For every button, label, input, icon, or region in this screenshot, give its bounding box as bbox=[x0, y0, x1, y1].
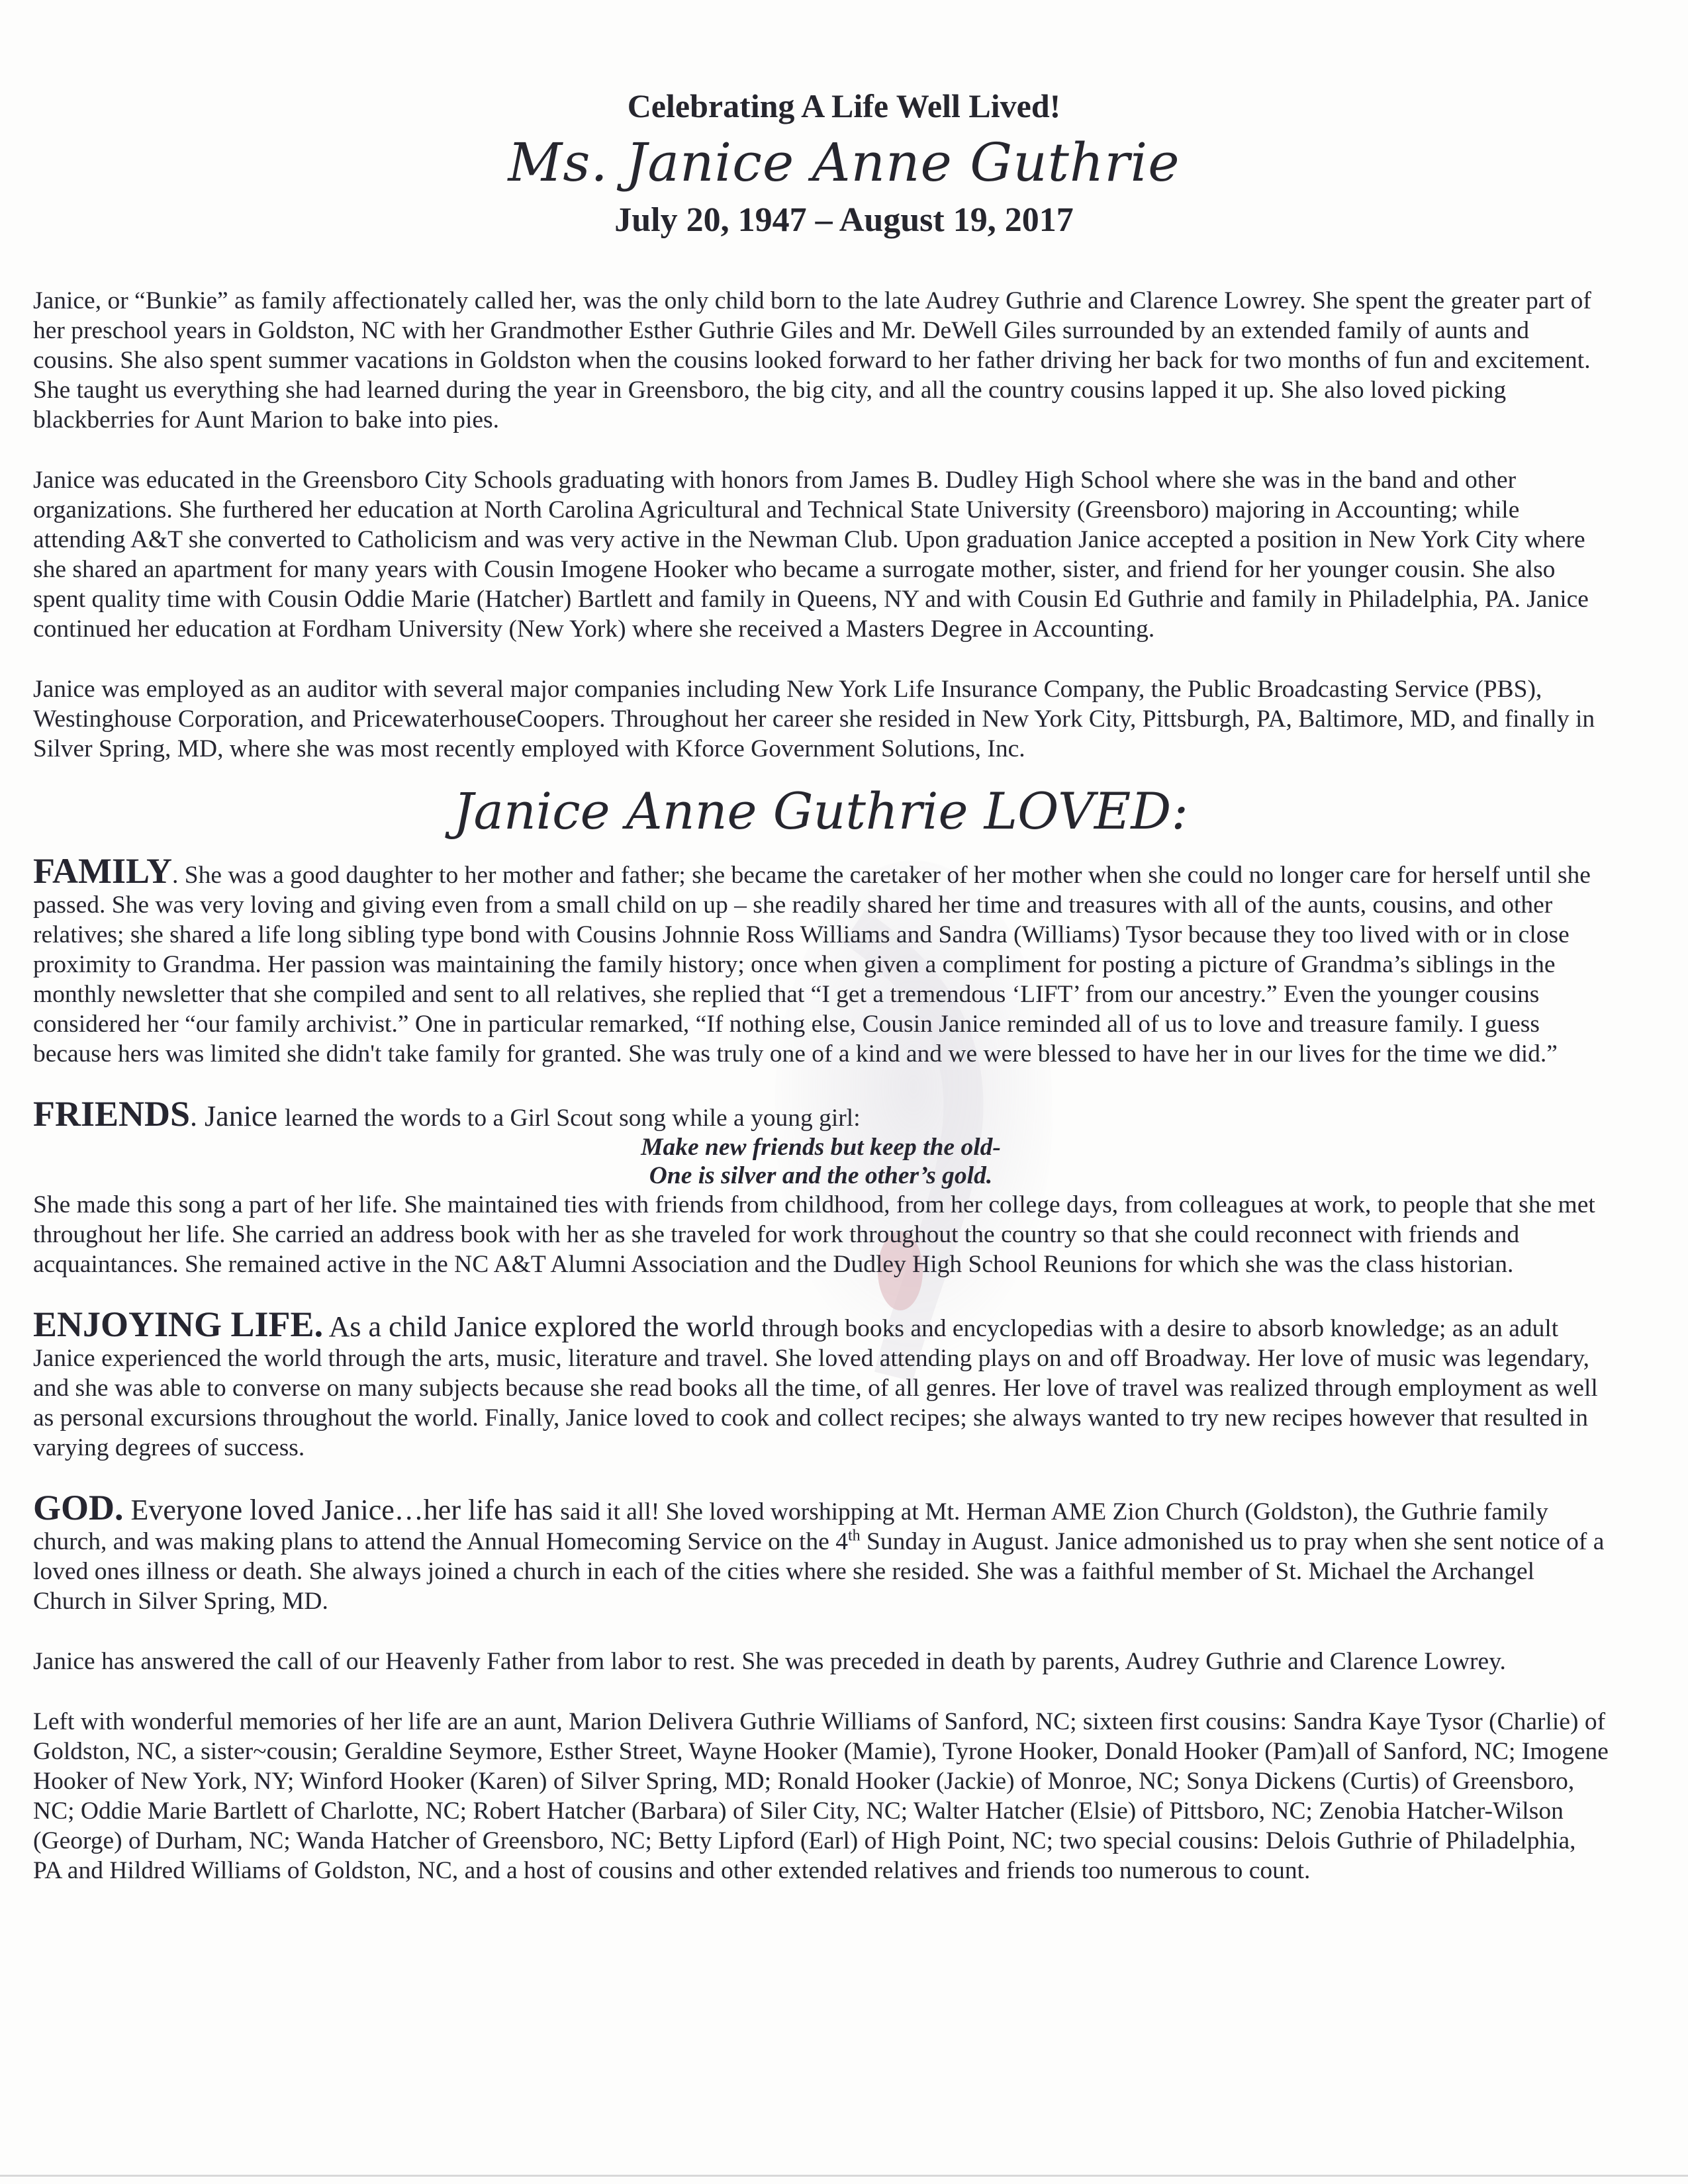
celebrating-heading: Celebrating A Life Well Lived! bbox=[627, 87, 1061, 124]
section-god-lead: Everyone loved Janice…her life has bbox=[123, 1494, 561, 1526]
loved-heading: Janice Anne Guthrie LOVED: bbox=[453, 782, 1188, 841]
section-friends-after: She made this song a part of her life. She maintained ties with friends from childhood, from her college days, from colleagues at work, to people that she met throughout her life. She carried an address book with her as she traveled for work throughout the country so that she could reconnect with friends and acquaintances. She remained active in the NC A&T Alumni Association and the Dudley High School Reunions for which she was the class historian. bbox=[33, 1191, 1595, 1278]
section-friends-lead: . Janice bbox=[190, 1100, 285, 1132]
deceased-name: Ms. Janice Anne Guthrie bbox=[508, 132, 1180, 193]
closing-paragraph-survivors: Left with wonderful memories of her life are an aunt, Marion Delivera Guthrie Williams of Sanford, NC; sixteen first cousins: Sandra Kaye Tysor (Charlie) of Goldston, NC, a sister~cousin; Geraldine Seymore, Esther Street, Wayne Hooker (Mamie), Tyrone Hooker, Donald Hooker (Pam)all of Sanford, NC; Imogene Hooker of New York, NY; Winford Hooker (Karen) of Silver Spring, MD; Ronald Hooker (Jackie) of Monroe, NC; Sonya Dickens (Curtis) of Greensboro, NC; Oddie Marie Bartlett of Charlotte, NC; Robert Hatcher (Barbara) of Siler City, NC; Walter Hatcher (Elsie) of Pittsboro, NC; Zenobia Hatcher-Wilson (George) of Durham, NC; Wanda Hatcher of Greensboro, NC; Betty Lipford (Earl) of High Point, NC; two special cousins: Delois Guthrie of Philadelphia, PA and Hildred Williams of Goldston, NC, and a host of cousins and other extended relatives and friends too numerous to count. bbox=[33, 1708, 1609, 1884]
section-enjoying-lead: As a child Janice explored the world bbox=[323, 1310, 762, 1343]
section-enjoying-heading: ENJOYING LIFE. bbox=[33, 1304, 324, 1344]
section-god-text-2: Sunday in August. Janice admonished us to pray when she sent notice of a loved ones illness or death. She always joined a church in each of the cities where she resided. She was a faithful member of St. Michael the Archangel Church in Silver Spring, MD. bbox=[33, 1528, 1605, 1615]
section-friends-text: learned the words to a Girl Scout song while a young girl: bbox=[284, 1105, 861, 1132]
section-god-ordinal: th bbox=[847, 1527, 861, 1545]
section-family-text: . She was a good daughter to her mother and father; she became the caretaker of her mother when she could no longer care for herself until she passed. She was very loving and giving even from a small child on up – she readily shared her time and treasures with all of the aunts, cousins, and other relatives; she shared a life long sibling type bond with Cousins Johnnie Ross Williams and Sandra (Williams) Tysor because they too lived with or in close proximity to Grandma. Her passion was maintaining the family history; once when given a compliment for posting a picture of Grandma’s siblings in the monthly newsletter that she compiled and sent to all relatives, she replied that “I get a tremendous ‘LIFT’ from our ancestry.” Even the younger cousins considered her “our family archivist.” One in particular remarked, “If nothing else, Cousin Janice reminded all of us to love and treasure family. I guess because hers was limited she didn't take family for granted. She was truly one of a kind and we were blessed to have her in our lives for the time we did.” bbox=[33, 862, 1591, 1068]
bio-paragraph-education: Janice was educated in the Greensboro City Schools graduating with honors from James B. Dudley High School where she was in the band and other organizations. She furthered her education at North Carolina Agricultural and Technical State University (Greensboro) majoring in Accounting; while attending A&T she converted to Catholicism and was very active in the Newman Club. Upon graduation Janice accepted a position in New York City where she shared an apartment for many years with Cousin Imogene Hooker who became a surrogate mother, sister, and friend for her younger cousin. She also spent quality time with Cousin Oddie Marie (Hatcher) Bartlett and family in Queens, NY and with Cousin Ed Guthrie and family in Philadelphia, PA. Janice continued her education at Fordham University (New York) where she received a Masters Degree in Accounting. bbox=[33, 467, 1589, 643]
girl-scout-song bbox=[33, 1133, 1609, 1190]
section-god-heading: GOD. bbox=[33, 1488, 124, 1527]
bio-paragraph-childhood: Janice, or “Bunkie” as family affectionately called her, was the only child born to the late Audrey Guthrie and Clarence Lowrey. She spent the greater part of her preschool years in Goldston, NC with her Grandmother Esther Guthrie Giles and Mr. DeWell Giles surrounded by an extended family of aunts and cousins. She also spent summer vacations in Goldston when the cousins looked forward to her father driving her back for two months of fun and excitement. She taught us everything she had learned during the year in Greensboro, the big city, and all the country cousins lapped it up. She also loved picking blackberries for Aunt Marion to bake into pies. bbox=[33, 287, 1591, 433]
section-god-text-1: said it all! She loved worshipping at Mt. Herman AME Zion Church (Goldston), the Guthrie family church, and was making plans to attend the Annual Homecoming Service on the 4 bbox=[33, 1498, 1548, 1555]
obituary-body bbox=[33, 286, 1609, 1916]
header bbox=[0, 85, 1688, 242]
life-dates: July 20, 1947 – August 19, 2017 bbox=[614, 201, 1074, 239]
section-friends-heading: FRIENDS bbox=[33, 1094, 191, 1134]
section-family-heading: FAMILY bbox=[33, 851, 173, 891]
section-enjoying-life bbox=[33, 1304, 1609, 1463]
section-god bbox=[33, 1488, 1609, 1616]
closing-paragraph-rest: Janice has answered the call of our Heavenly Father from labor to rest. She was preceded in death by parents, Audrey Guthrie and Clarence Lowrey. bbox=[33, 1648, 1506, 1675]
song-line-1: Make new friends but keep the old- bbox=[641, 1134, 1001, 1161]
section-enjoying-text: through books and encyclopedias with a desire to absorb knowledge; as an adult Janice experienced the world through the arts, music, literature and travel. She loved attending plays on and off Broadway. Her love of music was legendary, and she was able to converse on many subjects because she read books all the time, of all genres. Her love of travel was realized through employment as well as personal excursions throughout the world. Finally, Janice loved to cook and collect recipes; she always wanted to try new recipes however that resulted in varying degrees of success. bbox=[33, 1315, 1598, 1461]
section-family bbox=[33, 851, 1609, 1069]
scan-edge-divider bbox=[0, 2175, 1688, 2177]
song-line-2: One is silver and the other’s gold. bbox=[649, 1162, 993, 1189]
section-friends bbox=[33, 1094, 1609, 1279]
bio-paragraph-career: Janice was employed as an auditor with several major companies including New York Life Insurance Company, the Public Broadcasting Service (PBS), Westinghouse Corporation, and PricewaterhouseCoopers. Throughout her career she resided in New York City, Pittsburgh, PA, Baltimore, MD, and finally in Silver Spring, MD, where she was most recently employed with Kforce Government Solutions, Inc. bbox=[33, 676, 1595, 762]
